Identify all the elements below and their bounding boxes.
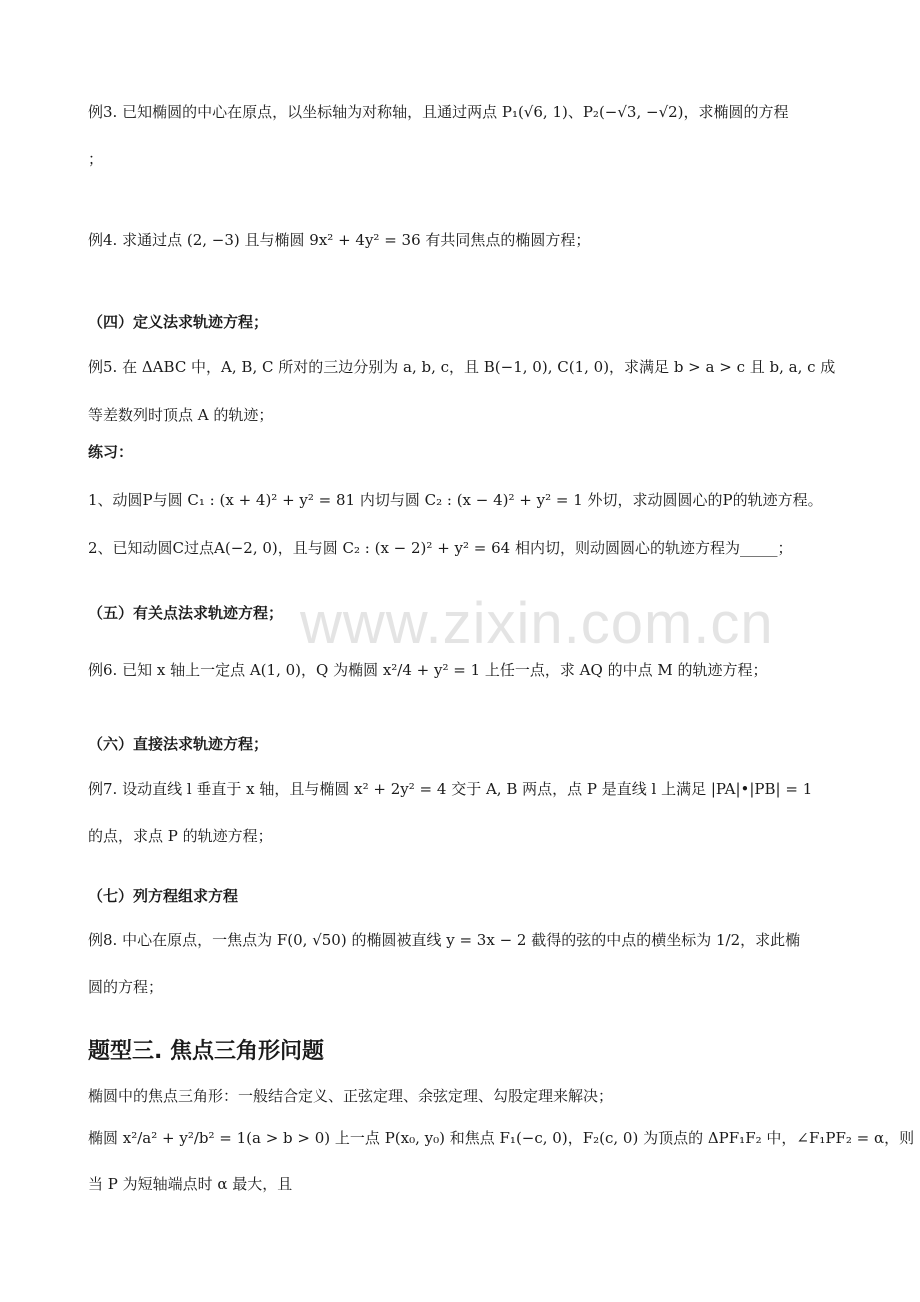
watermark: www.zixin.com.cn xyxy=(300,591,774,656)
example-8-continuation: 圆的方程； xyxy=(88,978,164,996)
focal-triangle-definition-continuation: 当 P 为短轴端点时 α 最大，且 xyxy=(88,1175,293,1193)
example-5-continuation: 等差数列时顶点 A 的轨迹； xyxy=(88,406,274,424)
practice-heading: 练习： xyxy=(88,443,134,461)
example-7-continuation: 的点，求点 P 的轨迹方程； xyxy=(88,827,273,845)
example-3-continuation: ； xyxy=(88,150,104,168)
example-5-text: 例5. 在 ΔABC 中，A, B, C 所对的三边分别为 a, b, c，且 B(−1, 0), C(1, 0)，求满足 b > a > c 且 b, a, c 成 xyxy=(88,358,836,376)
section-6-heading: （六）直接法求轨迹方程； xyxy=(88,735,269,753)
practice-1-text: 1、动圆P与圆 C₁ : (x + 4)² + y² = 81 内切与圆 C₂ : (x − 4)² + y² = 1 外切，求动圆圆心的P的轨迹方程。 xyxy=(88,491,823,509)
example-4-text: 例4. 求通过点 (2, −3) 且与椭圆 9x² + 4y² = 36 有共同焦点的椭圆方程； xyxy=(88,231,591,249)
practice-2-text: 2、已知动圆C过点A(−2, 0)，且与圆 C₂ : (x − 2)² + y² = 64 相内切，则动圆圆心的轨迹方程为_____； xyxy=(88,539,793,557)
section-7-heading: （七）列方程组求方程 xyxy=(88,887,239,905)
example-8-text: 例8. 中心在原点，一焦点为 F(0, √50) 的椭圆被直线 y = 3x − 2 截得的弦的中点的横坐标为 1/2，求此椭 xyxy=(88,931,801,949)
focal-triangle-definition: 椭圆 x²/a² + y²/b² = 1(a > b > 0) 上一点 P(x₀, y₀) 和焦点 F₁(−c, 0)，F₂(c, 0) 为顶点的 ΔPF₁F₂ 中，∠F₁PF₂ = α，则 xyxy=(88,1129,915,1147)
section-5-heading: （五）有关点法求轨迹方程； xyxy=(88,604,284,622)
section-4-heading: （四）定义法求轨迹方程； xyxy=(88,313,269,331)
example-7-text: 例7. 设动直线 l 垂直于 x 轴，且与椭圆 x² + 2y² = 4 交于 A, B 两点，点 P 是直线 l 上满足 |PA|•|PB| = 1 xyxy=(88,780,813,798)
focal-triangle-intro: 椭圆中的焦点三角形：一般结合定义、正弦定理、余弦定理、勾股定理来解决； xyxy=(88,1087,614,1105)
question-type-3-heading: 题型三. 焦点三角形问题 xyxy=(88,1039,325,1064)
example-6-text: 例6. 已知 x 轴上一定点 A(1, 0)，Q 为椭圆 x²/4 + y² = 1 上任一点，求 AQ 的中点 M 的轨迹方程； xyxy=(88,661,768,679)
example-3-text: 例3. 已知椭圆的中心在原点，以坐标轴为对称轴，且通过两点 P₁(√6, 1)、P₂(−√3, −√2)，求椭圆的方程 xyxy=(88,103,789,121)
